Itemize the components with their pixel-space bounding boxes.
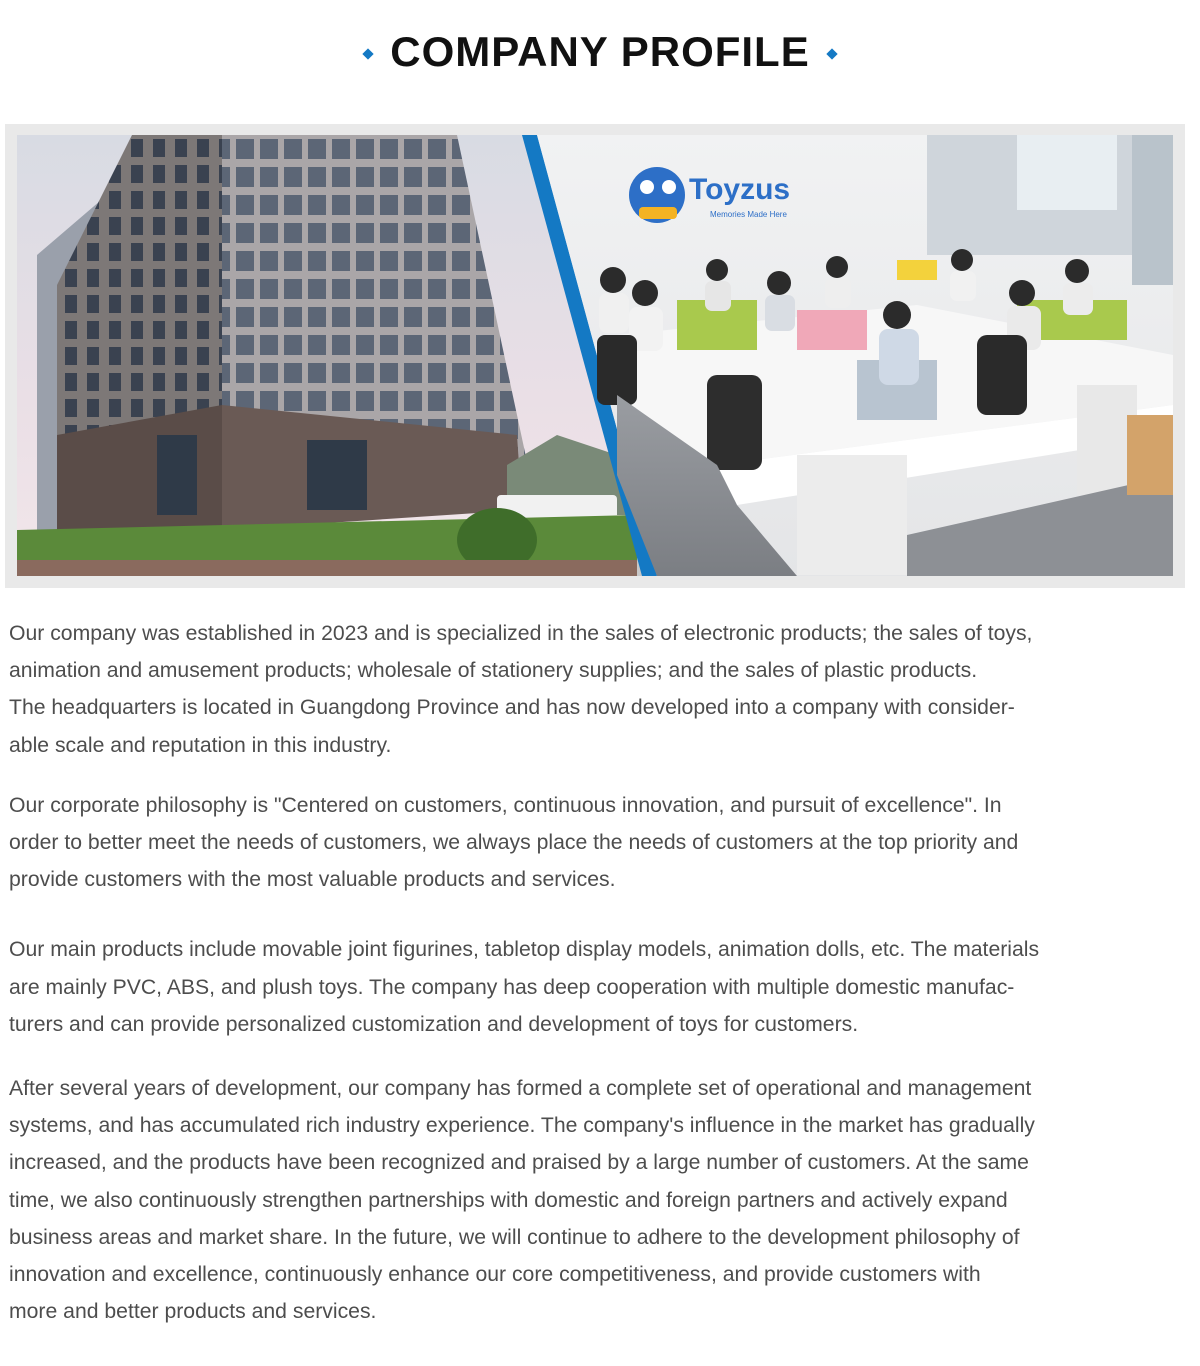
text-line: systems, and has accumulated rich industry experience. The company's influence in the market has gradually xyxy=(9,1114,1035,1138)
text-line: able scale and reputation in this industry. xyxy=(9,733,392,757)
company-photo-banner xyxy=(17,135,1173,576)
banner-frame xyxy=(5,124,1185,588)
text-line: order to better meet the needs of customers, we always place the needs of customers at the top priority and xyxy=(9,831,1019,855)
page-header xyxy=(0,0,1200,108)
text-line: are mainly PVC, ABS, and plush toys. The company has deep cooperation with multiple domestic manufac- xyxy=(9,975,1015,999)
logo-text: Toyzus xyxy=(689,173,791,206)
text-line: Our company was established in 2023 and is specialized in the sales of electronic products; the sales of toys, xyxy=(9,622,1033,645)
text-line: Our main products include movable joint figurines, tabletop display models, animation dolls, etc. The materials xyxy=(9,938,1040,962)
company-description xyxy=(9,615,1200,1330)
text-line: provide customers with the most valuable products and services. xyxy=(9,868,616,892)
text-line: time, we also continuously strengthen partnerships with domestic and foreign partners and actively expand xyxy=(9,1188,1008,1212)
page-title: COMPANY PROFILE xyxy=(390,28,810,75)
paragraph-intro xyxy=(9,615,1200,764)
paragraph-products xyxy=(9,931,1200,1043)
text-line: innovation and excellence, continuously enhance our core competitiveness, and provide customers with xyxy=(9,1263,981,1287)
diamond-right-icon xyxy=(826,48,837,59)
logo-tagline: Memories Made Here xyxy=(710,210,787,219)
text-line: turers and can provide personalized customization and development of toys for customers. xyxy=(9,1012,859,1036)
text-line: Our corporate philosophy is "Centered on customers, continuous innovation, and pursuit of excellence". In xyxy=(9,793,1002,817)
text-line: The headquarters is located in Guangdong Province and has now developed into a company with consider- xyxy=(9,696,1015,720)
diamond-left-icon xyxy=(363,48,374,59)
paragraph-development xyxy=(9,1070,1200,1330)
text-line: animation and amusement products; wholesale of stationery supplies; and the sales of plastic products. xyxy=(9,659,978,683)
text-line: After several years of development, our company has formed a complete set of operational and management xyxy=(9,1077,1032,1101)
banner-illustration xyxy=(17,135,1173,576)
office-photo xyxy=(537,135,1173,576)
text-line: business areas and market share. In the future, we will continue to adhere to the development philosophy of xyxy=(9,1225,1020,1249)
text-line: more and better products and services. xyxy=(9,1300,377,1324)
text-line: increased, and the products have been recognized and praised by a large number of customers. At the same xyxy=(9,1151,1029,1175)
paragraph-philosophy xyxy=(9,787,1200,899)
